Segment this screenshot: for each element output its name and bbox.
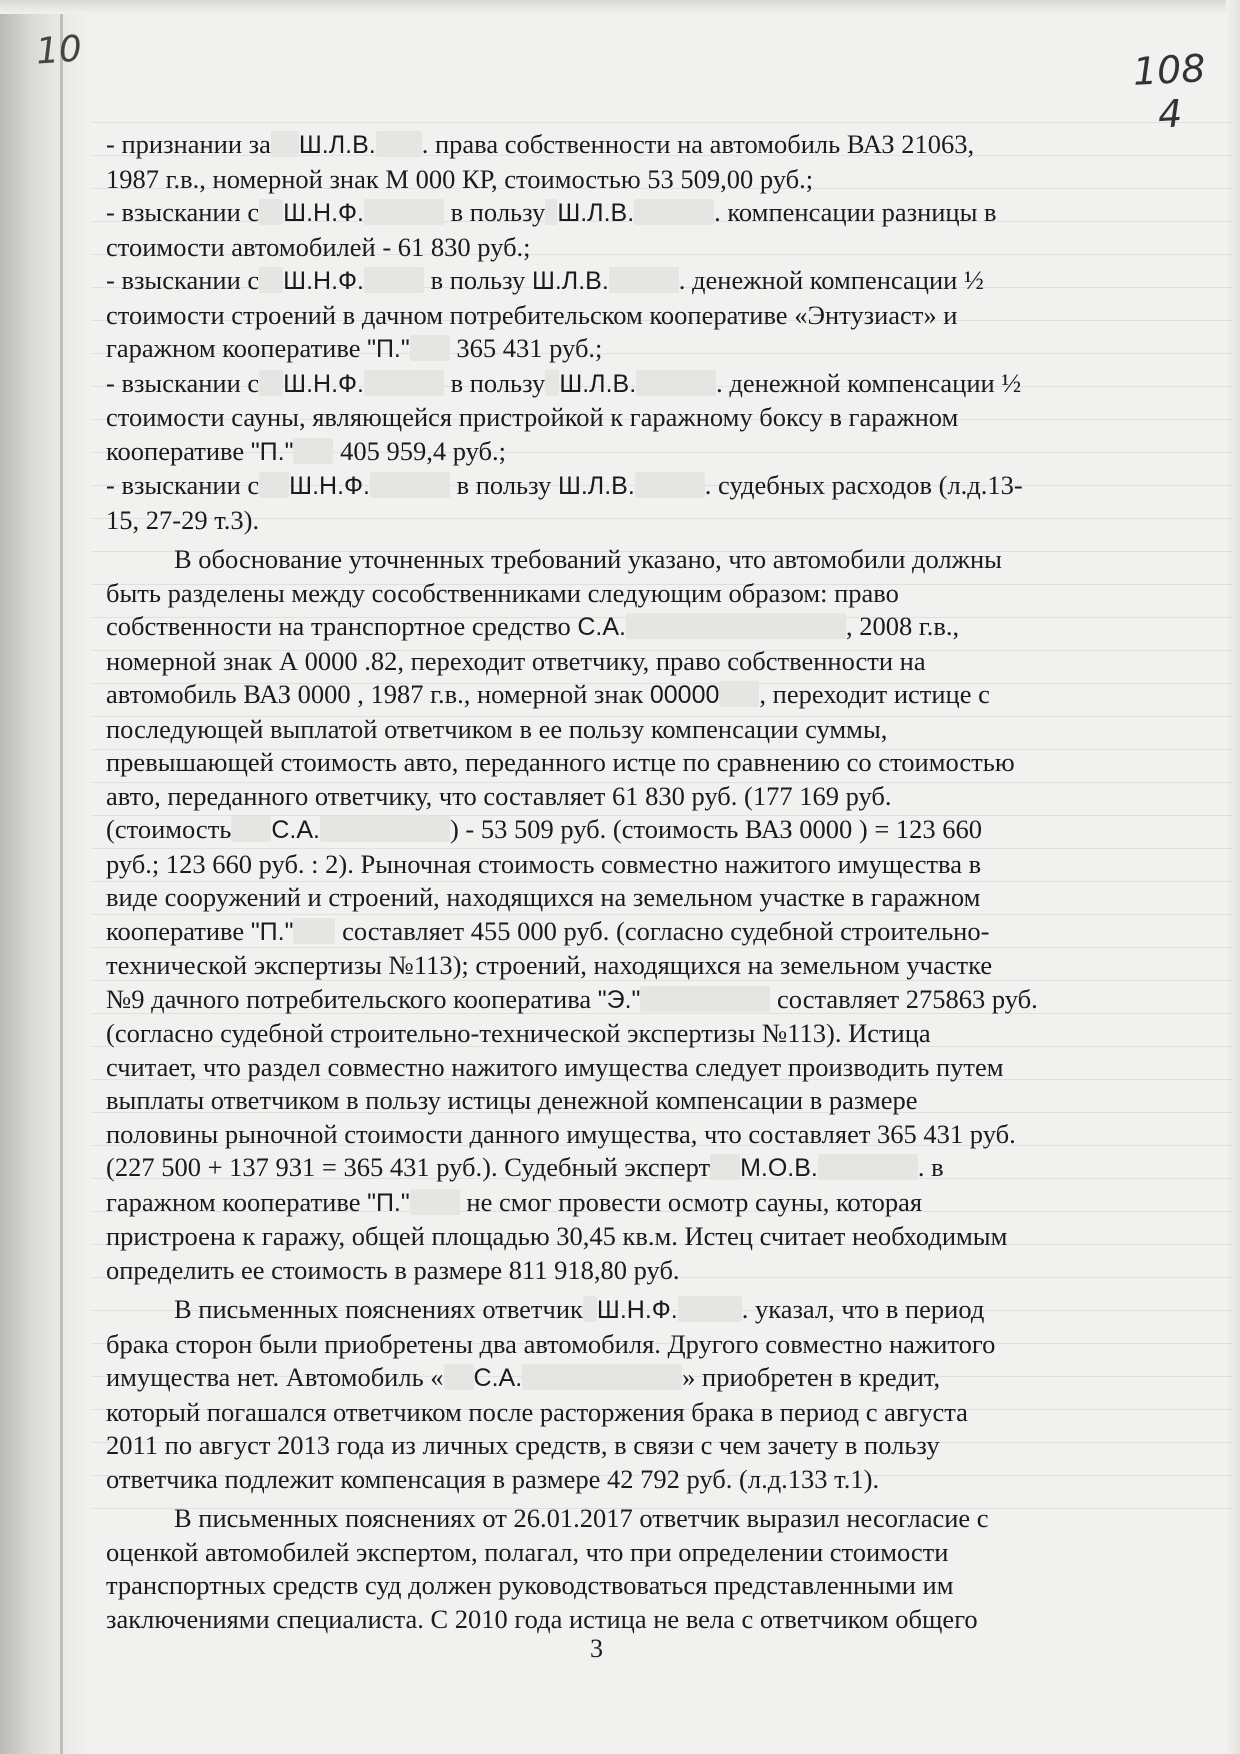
redacted-name: С.А.: [271, 816, 320, 844]
redaction: [710, 1154, 740, 1180]
text-line: транспортных средств суд должен руководствоваться представленными им: [106, 1570, 954, 1600]
redaction: [364, 199, 444, 225]
text-line: оценкой автомобилей экспертом, полагал, что при определении стоимости: [106, 1536, 949, 1567]
text-line: быть разделены между сособственниками следующим образом: право: [106, 577, 899, 608]
redaction: [320, 816, 450, 842]
text-line: - взыскании с Ш.Н.Ф. в пользу Ш.Л.В. . денежной компенсации ½: [106, 367, 1022, 398]
text-line: превышающей стоимость авто, переданного истце по сравнению со стоимостью: [106, 747, 1015, 777]
text-line: брака сторон были приобретены два автомобиля. Другого совместно нажитого: [106, 1328, 996, 1359]
redaction: [545, 199, 557, 225]
redacted-name: "П.": [367, 335, 410, 363]
redacted-name: Ш.Н.Ф.: [289, 472, 370, 500]
redaction: [635, 472, 705, 498]
redacted-name: Ш.Л.В.: [557, 199, 635, 227]
redaction: [364, 370, 444, 396]
scan-shadow-left: [0, 0, 92, 1754]
redaction: [259, 199, 283, 225]
redaction: [522, 1364, 682, 1390]
redacted-name: "П.": [250, 917, 294, 946]
redaction: [634, 199, 714, 225]
text-line: В обоснование уточненных требований указано, что автомобили должны: [174, 544, 1002, 574]
redaction: [259, 472, 289, 498]
text-line: автомобиль ВАЗ 0000 , 1987 г.в., номерной знак 00000 , переходит истице с: [106, 679, 990, 709]
text-line: ответчика подлежит компенсация в размере 42 792 руб. (л.д.133 т.1).: [106, 1463, 880, 1494]
text-line: имущества нет. Автомобиль « С.А. » приобретен в кредит,: [106, 1362, 941, 1392]
redacted-name: "П.": [367, 1188, 410, 1217]
redacted-name: Ш.Л.В.: [531, 267, 609, 295]
text-line: кооперативе "П." составляет 455 000 руб. (согласно судебной строительно-: [106, 915, 990, 946]
text-line: - взыскании с Ш.Н.Ф. в пользу Ш.Л.В. . компенсации разницы в: [106, 197, 997, 227]
redacted-name: Ш.Л.В.: [559, 369, 637, 398]
text-line: (согласно судебной строительно-технической экспертизы №113). Истица: [106, 1018, 931, 1048]
text-line: руб.; 123 660 руб. : 2). Рыночная стоимость совместно нажитого имущества в: [106, 848, 982, 879]
redaction: [376, 131, 422, 157]
redacted-name: С.А.: [473, 1364, 523, 1392]
redacted-name: М.О.В.: [740, 1154, 818, 1182]
text-line: (227 500 + 137 931 = 365 431 руб.). Судебный эксперт М.О.В. . в: [106, 1152, 944, 1182]
text-line: пристроена к гаражу, общей площадью 30,45 кв.м. Истец считает необходимым: [106, 1221, 1008, 1251]
text-line: стоимости сауны, являющейся пристройкой к гаражному боксу в гаражном: [106, 402, 959, 432]
text-line: стоимости автомобилей - 61 830 руб.;: [106, 231, 531, 262]
redacted-name: Ш.Н.Ф.: [596, 1296, 678, 1324]
redaction: [410, 1189, 460, 1215]
redacted-name: Ш.Л.В.: [557, 472, 635, 500]
redacted-name: С.А.: [577, 613, 626, 641]
redaction: [364, 267, 424, 293]
text-line: гаражном кооперативе "П." не смог провести осмотр сауны, которая: [106, 1186, 923, 1217]
redacted-name: "П.": [250, 437, 294, 466]
text-line: 15, 27-29 т.3).: [106, 504, 260, 535]
redaction: [545, 370, 559, 396]
redaction: [626, 613, 846, 639]
redacted-name: Ш.Л.В.: [298, 131, 376, 159]
redacted-name: Ш.Н.Ф.: [283, 199, 364, 227]
scan-right-edge: [1226, 0, 1240, 1754]
text-line: №9 дачного потребительского кооператива "Э." составляет 275863 руб.: [106, 983, 1038, 1014]
redacted-name: Ш.Н.Ф.: [283, 369, 364, 398]
document-body: [106, 128, 1112, 1636]
redaction: [231, 816, 271, 842]
redaction: [293, 918, 335, 944]
page-number: 3: [590, 1634, 603, 1663]
text-line: номерной знак А 0000 .82, переходит ответчику, право собственности на: [106, 645, 926, 676]
redacted-name: "Э.": [597, 985, 641, 1014]
text-line: технической экспертизы №113); строений, находящихся на земельном участке: [106, 950, 993, 980]
text-line: кооперативе "П." 405 959,4 руб.;: [106, 435, 507, 466]
redaction: [259, 370, 283, 396]
text-line: - взыскании с Ш.Н.Ф. в пользу Ш.Л.В. . судебных расходов (л.д.13-: [106, 470, 1023, 500]
text-line: заключениями специалиста. С 2010 года истица не вела с ответчиком общего: [106, 1603, 978, 1634]
redaction: [640, 986, 770, 1012]
text-line: определить ее стоимость в размере 811 918,80 руб.: [106, 1254, 680, 1285]
redaction: [636, 370, 716, 396]
redaction: [678, 1296, 742, 1322]
text-line: - взыскании с Ш.Н.Ф. в пользу Ш.Л.В. . денежной компенсации ½: [106, 265, 984, 295]
text-line: гаражном кооперативе "П." 365 431 руб.;: [106, 333, 603, 363]
redaction: [583, 1296, 597, 1322]
handwritten-note-right: [1132, 46, 1207, 138]
handwritten-note-left: 10: [34, 28, 84, 73]
text-line: стоимости строений в дачном потребительском кооперативе «Энтузиаст» и: [106, 299, 958, 330]
text-line: виде сооружений и строений, находящихся на земельном участке в гаражном: [106, 882, 981, 912]
redaction: [259, 267, 283, 293]
redaction: [818, 1154, 918, 1180]
redaction: [271, 131, 299, 157]
scan-top-edge: [0, 0, 1240, 14]
text-line: считает, что раздел совместно нажитого имущества следует производить путем: [106, 1051, 1004, 1082]
text-line: 1987 г.в., номерной знак М 000 КР, стоимостью 53 509,00 руб.;: [106, 163, 814, 194]
redaction: [719, 681, 759, 707]
redaction: [293, 438, 333, 464]
text-line: последующей выплатой ответчиком в ее пользу компенсации суммы,: [106, 713, 888, 744]
text-line: В письменных пояснениях ответчик Ш.Н.Ф. . указал, что в период: [174, 1294, 985, 1324]
redacted-name: 00000: [649, 681, 720, 709]
redaction: [609, 267, 679, 293]
text-line: авто, переданного ответчику, что составляет 61 830 руб. (177 169 руб.: [106, 780, 892, 811]
text-line: 2011 по август 2013 года из личных средств, в связи с чем зачету в пользу: [106, 1430, 940, 1460]
scan-binding-fold: [60, 0, 63, 1754]
redaction: [410, 335, 450, 361]
redacted-name: Ш.Н.Ф.: [283, 267, 364, 295]
handwritten-page-number-108: 108: [1131, 46, 1207, 94]
text-line: (стоимость С.А. ) - 53 509 руб. (стоимость ВАЗ 0000 ) = 123 660: [106, 814, 983, 844]
text-line: половины рыночной стоимости данного имущества, что составляет 365 431 руб.: [106, 1118, 1016, 1149]
redaction: [444, 1364, 474, 1390]
text-line: собственности на транспортное средство С.А. , 2008 г.в.,: [106, 611, 960, 641]
redaction: [370, 472, 450, 498]
text-line: В письменных пояснениях от 26.01.2017 ответчик выразил несогласие с: [174, 1503, 989, 1533]
text-line: выплаты ответчиком в пользу истицы денежной компенсации в размере: [106, 1085, 918, 1115]
text-line: - признании за Ш.Л.В. . права собственности на автомобиль ВАЗ 21063,: [106, 129, 975, 159]
handwritten-page-number-4: 4: [1156, 91, 1184, 137]
text-line: который погашался ответчиком после расторжения брака в период с августа: [106, 1396, 968, 1427]
